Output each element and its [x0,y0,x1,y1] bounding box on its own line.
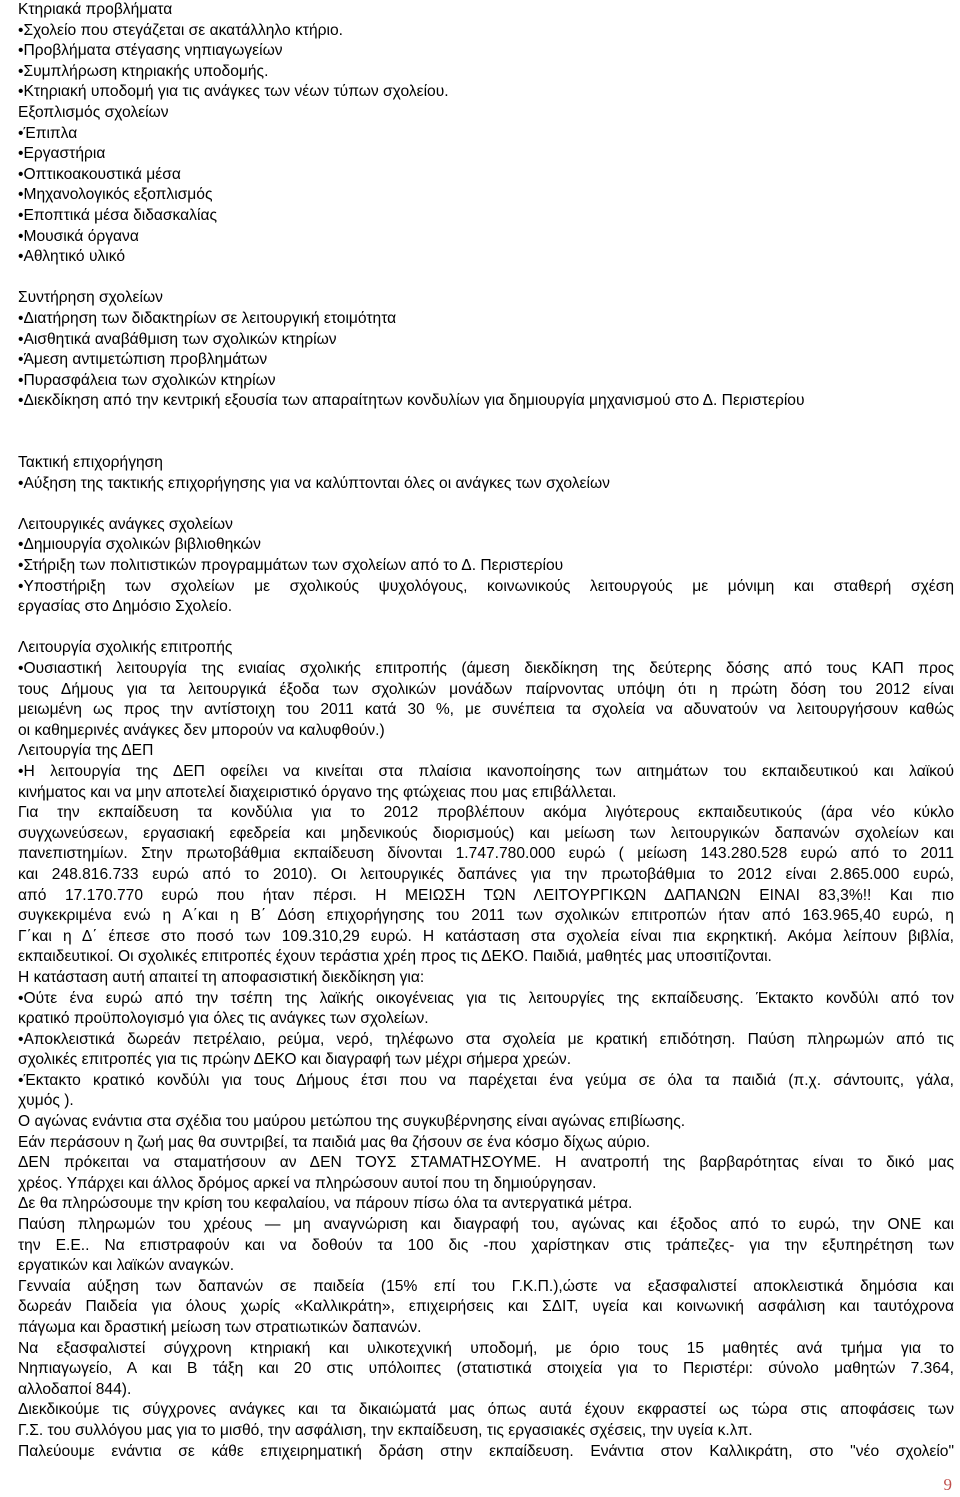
text-line: •Εργαστήρια [18,145,106,163]
text-line: •Άμεση αντιμετώπιση προβλημάτων [18,351,268,369]
text-line: Λειτουργία σχολικής επιτροπής [18,639,233,657]
text-line: Εξοπλισμός σχολείων [18,103,169,121]
text-line: ΔΕΝ πρόκειται να σταματήσουν αν ΔΕΝ ΤΟΥΣ ΣΤΑΜΑΤΗΣΟΥΜΕ. Η ανατροπή της βαρβαρότητας είναι το δικό μας [18,1154,954,1172]
text-line: •Μουσικά όργανα [18,227,139,245]
text-line: •Ουσιαστική λειτουργία της ενιαίας σχολικής επιτροπής (άμεση διεκδίκηση της δεύτερης δόσης από τους ΚΑΠ προς [18,660,954,677]
text-line: Ο αγώνας ενάντια στα σχέδια του μαύρου μετώπου της συγκυβέρνησης είναι αγώνας επιβίωσης. [18,1113,686,1131]
text-line: Γ΄και η Δ΄ έπεσε στο ποσό των 109.310,29 ευρώ. Η κατάσταση στα σχολεία είναι πια εκρηκτική. Ακόμα λείπουν βιβλία, [18,927,954,945]
text-line: •Αύξηση της τακτικής επιχορήγησης για να καλύπτονται όλες οι ανάγκες των σχολείων [18,474,610,492]
text-line: Παλεύουμε ενάντια σε κάθε επιχειρηματική δράση στην εκπαίδευση. Ενάντια στον Καλλικράτη, στο "νέο σχολείο" [18,1442,954,1460]
text-line: εργασίας στο Δημόσιο Σχολείο. [18,598,233,616]
text-line: την Ε.Ε.. Να επιστραφούν και να δοθούν τα 100 δις -που χαρίστηκαν στις τράπεζες- για την εξυπηρέτηση των [18,1236,954,1254]
text-line: •Σχολείο που στεγάζεται σε ακατάλληλο κτήριο. [18,21,343,39]
text-line: •Διατήρηση των διδακτηρίων σε λειτουργική ετοιμότητα [18,309,397,327]
text-line: μειωμένη ως προς την αντίστοιχη του 2011 κατά 30 %, με συνέπεια τα σχολεία να αδυνατούν να λειτουργήσουν καθώς [18,701,954,719]
text-line: •Μηχανολογικός εξοπλισμός [18,186,213,204]
text-line: •Οπτικοακουστικά μέσα [18,165,181,183]
text-line: •Προβλήματα στέγασης νηπιαγωγείων [18,42,283,60]
text-line: εκπαιδευτικοί. Οι σχολικές επιτροπές έχουν τεράστια χρέη προς τις ΔΕΚΟ. Παιδιά, μαθητές μας υποσιτίζονται. [18,948,772,966]
blank-line [18,494,954,515]
text-line: Για την εκπαίδευση τα κονδύλια για το 2012 προβλέπουν ακόμα λιγότερους εκπαιδευτικούς (άρα νέο κύκλο [18,804,954,822]
text-line: •Έπιπλα [18,124,78,142]
text-line: κινήματος και να μην αποτελεί διαχειριστικό όργανο της φτώχειας που μας επιβάλλεται. [18,783,617,801]
blank-line [18,412,954,433]
text-line: Κτηριακά προβλήματα [18,1,173,18]
text-line: •Διεκδίκηση από την κεντρική εξουσία των απαραίτητων κονδυλίων για δημιουργία μηχανισμού στο Δ. Περιστερίου [18,392,805,410]
text-line: •Αποκλειστικά δωρεάν πετρέλαιο, ρεύμα, νερό, τηλέφωνο στα σχολεία με κρατική επιδότηση. Παύση πληρωμών από τις [18,1030,954,1048]
text-line: Εάν περάσουν η ζωή μας θα συντριβεί, τα παιδιά μας θα ζήσουν σε ένα κόσμο δίχως αύριο. [18,1133,651,1151]
text-line: Γ.Σ. του συλλόγου μας για το μισθό, την ασφάλιση, την εκπαίδευση, τις εργασιακές σχέσεις, την υγεία κ.λπ. [18,1421,753,1439]
text-line: Λειτουργία της ΔΕΠ [18,742,154,760]
text-line: Γενναία αύξηση των δαπανών σε παιδεία (15% επί του Γ.Κ.Π.),ώστε να εξασφαλιστεί αποκλειστικά δημόσια και [18,1277,954,1295]
text-line: Λειτουργικές ανάγκες σχολείων [18,515,233,533]
text-line: •Κτηριακή υποδομή για τις ανάγκες των νέων τύπων σχολείου. [18,83,449,101]
text-line: Παύση πληρωμών του χρέους — μη αναγνώριση και διαγραφή του, αγώνας και έξοδος από το ευρώ, την ΟΝΕ και [18,1216,954,1234]
text-line: •Έκτακτο κρατικό κονδύλι για τους Δήμους έτσι που να παρέχεται ένα γεύμα σε όλα τα παιδιά (π.χ. σάντουιτς, γάλα, [18,1071,954,1089]
text-line: •Η λειτουργία της ΔΕΠ οφείλει να κινείται στα πλαίσια ικανοποίησης των αιτημάτων του εκπαιδευτικού και λαϊκού [18,762,954,780]
text-line: οι καθημερινές ανάγκες δεν μπορούν να καλυφθούν.) [18,721,385,739]
document-body [18,0,954,1462]
text-line: Διεκδικούμε τις σύγχρονες ανάγκες και τα δικαιώματά μας όπως αυτά έχουν εκφραστεί ως τώρα στις αποφάσεις των [18,1401,954,1419]
text-line: Νηπιαγωγείο, Α και Β τάξη και 20 στις υπόλοιπες (στατιστικά στοιχεία για το Περιστέρι: σύνολο μαθητών 7.364, [18,1360,954,1378]
text-line: χρέος. Υπάρχει και άλλος δρόμος αρκεί να πληρώσουν αυτοί που τη δημιούργησαν. [18,1174,597,1192]
text-line: πανεπιστημίων. Στην πρωτοβάθμια εκπαίδευση δίνονται 1.747.780.000 ευρώ ( μείωση 143.280.528 ευρώ από το 2011 [18,845,954,863]
text-line: •Πυρασφάλεια των σχολικών κτηρίων [18,371,276,389]
text-line: και 248.816.733 ευρώ από το 2010). Οι λειτουργικές δαπάνες για την πρωτοβάθμια το 2012 είναι 2.865.000 ευρώ, [18,865,954,883]
text-line: αλλοδαποί 844). [18,1380,132,1398]
blank-line [18,268,954,289]
text-line: εργατικών και λαϊκών αναγκών. [18,1257,235,1275]
text-line: χυμός ). [18,1092,74,1110]
text-line: σχολικές επιτροπές για τις πρώην ΔΕΚΟ και διαγραφή των μέχρι σήμερα χρεών. [18,1051,572,1069]
text-line: •Στήριξη των πολιτιστικών προγραμμάτων των σχολείων από το Δ. Περιστερίου [18,557,564,575]
text-line: •Αισθητικά αναβάθμιση των σχολικών κτηρίων [18,330,337,348]
text-line: συγχωνεύσεων, εργασιακή εφεδρεία και μηδενικούς διορισμούς) και μείωση των λειτουργικών δαπανών σχολείων και [18,824,954,842]
blank-line [18,618,954,639]
text-line: δωρεάν Παιδεία για όλους χωρίς «Καλλικράτη», επιχειρήσεις και ΣΔΙΤ, υγεία και κοινωνική ασφάλιση και ταυτόχρονα [18,1298,954,1316]
text-line: συγκεκριμένα ενώ η Α΄και η Β΄ Δόση επιχορήγησης του 2011 των σχολικών επιτροπών ήταν από 163.965,40 ευρώ, η [18,907,954,925]
text-line: από 17.170.770 ευρώ που ήταν πέρσι. Η ΜΕΙΩΣΗ ΤΩΝ ΛΕΙΤΟΥΡΓΙΚΩΝ ΔΑΠΑΝΩΝ ΕΙΝΑΙ 83,3%!! Και πιο [18,886,954,904]
blank-line [18,432,954,453]
text-line: •Υποστήριξη των σχολείων με σχολικούς ψυχολόγους, κοινωνικούς λειτουργούς με μόνιμη και σταθερή σχέση [18,577,954,595]
page-number: 9 [943,1475,952,1494]
text-line: •Εποπτικά μέσα διδασκαλίας [18,206,217,224]
text-line: τους Δήμους για τα λειτουργικά έξοδα των σχολικών μονάδων παίρνοντας υπόψη ότι η πρώτη δόση του 2012 είναι [18,680,954,698]
text-line: κρατικό προϋπολογισμό για όλες τις ανάγκες των σχολείων. [18,1010,429,1028]
text-line: •Αθλητικό υλικό [18,248,126,266]
text-line: Τακτική επιχορήγηση [18,454,163,472]
text-line: Η κατάσταση αυτή απαιτεί τη αποφασιστική διεκδίκηση για: [18,968,425,986]
text-line: πάγωμα και δραστική μείωση των στρατιωτικών δαπανών. [18,1319,422,1336]
text-line: Συντήρηση σχολείων [18,289,163,307]
text-line: •Δημιουργία σχολικών βιβλιοθηκών [18,536,261,554]
text-line: Δε θα πληρώσουμε την κρίση του κεφαλαίου, να πάρουν πίσω όλα τα αντεργατικά μέτρα. [18,1195,633,1213]
text-line: •Ούτε ένα ευρώ από την τσέπη της λαϊκής οικογένειας για τις λειτουργίες της εκπαίδευσης. Έκτακτο κονδύλι από τον [18,989,954,1007]
text-line: •Συμπλήρωση κτηριακής υποδομής. [18,62,269,80]
text-line: Να εξασφαλιστεί σύγχρονη κτηριακή και υλικοτεχνική υποδομή, με όριο τους 15 μαθητές ανά τμήμα για το [18,1339,954,1357]
